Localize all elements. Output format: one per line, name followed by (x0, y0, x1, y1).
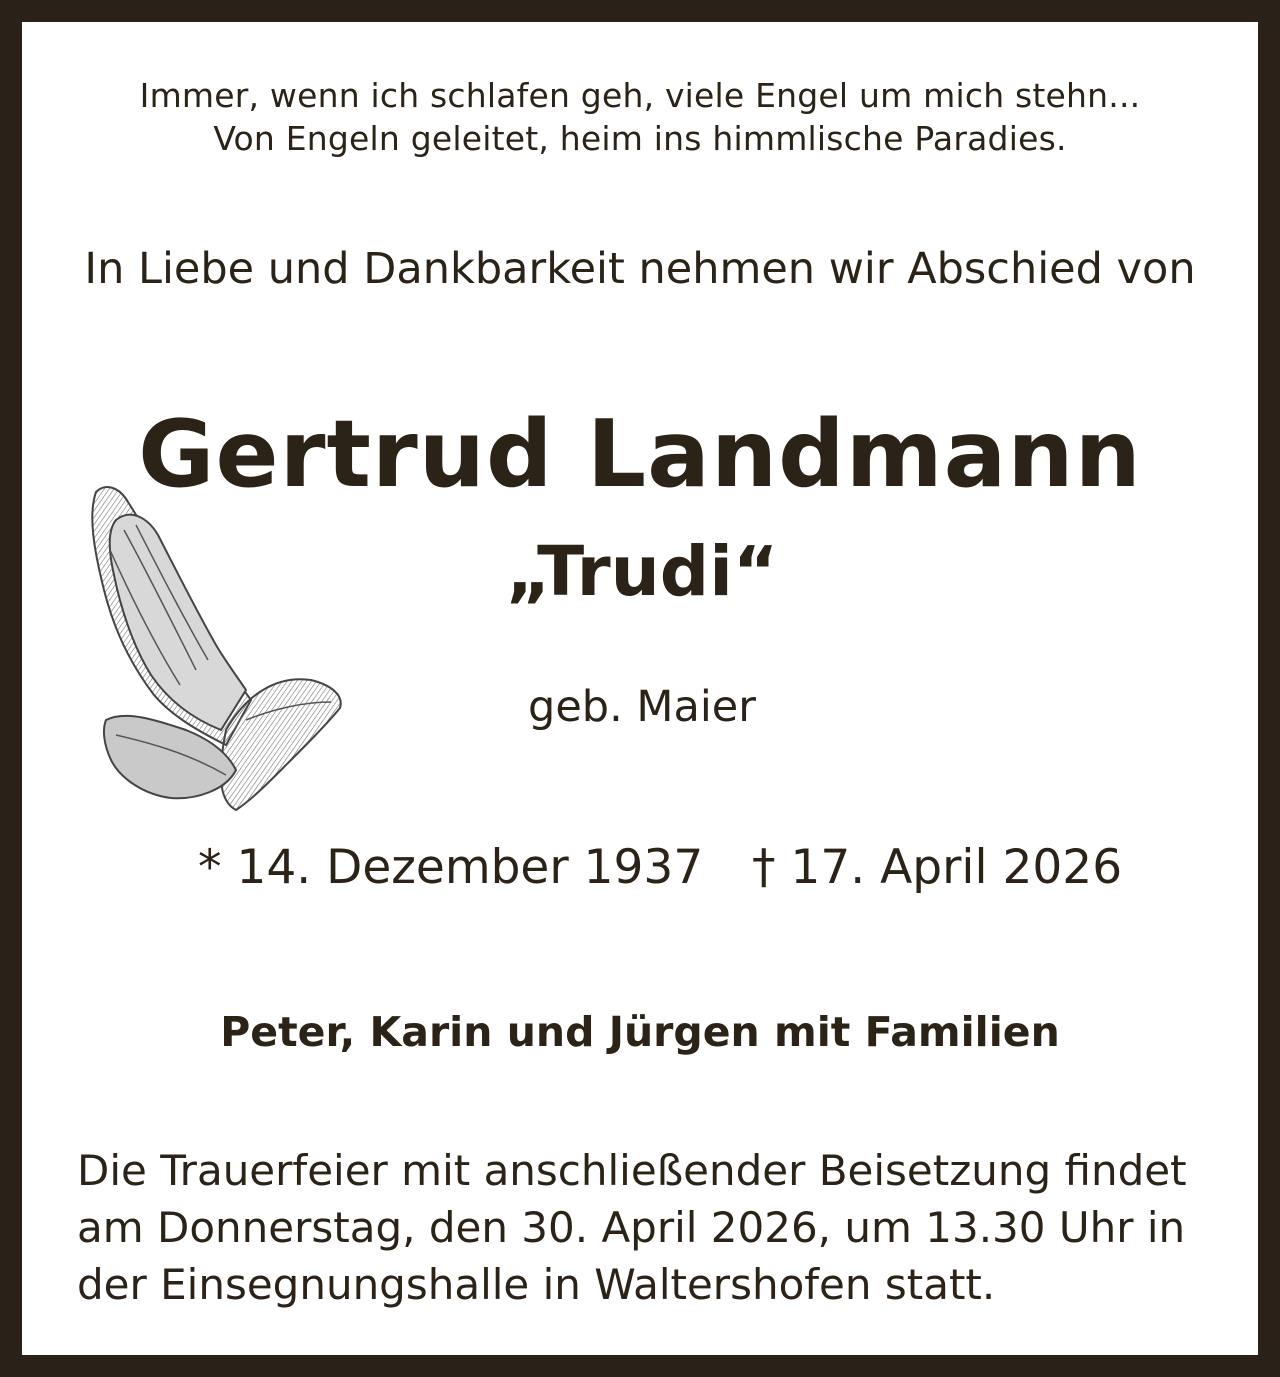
intro-text: In Liebe und Dankbarkeit nehmen wir Abschied von (84, 244, 1196, 294)
maiden-name: geb. Maier (528, 682, 756, 732)
funeral-notice (77, 1142, 1187, 1313)
poem-line-2: Von Engeln geleitet, heim ins himmlische Paradies. (213, 119, 1067, 158)
family-signature: Peter, Karin und Jürgen mit Familien (220, 1008, 1060, 1056)
praying-hands-icon (76, 480, 348, 820)
notice-line-1: Die Trauerfeier mit anschließender Beisetzung findet (77, 1146, 1187, 1195)
birth-date: * 14. Dezember 1937 (198, 840, 704, 895)
notice-line-3: der Einsegnungshalle in Waltershofen statt. (77, 1260, 996, 1309)
deceased-nickname: „Trudi“ (505, 532, 779, 612)
obituary-card (22, 22, 1258, 1355)
death-date: † 17. April 2026 (752, 840, 1123, 895)
poem (22, 74, 1258, 160)
notice-line-2: am Donnerstag, den 30. April 2026, um 13.30 Uhr in (77, 1203, 1186, 1252)
poem-line-1: Immer, wenn ich schlafen geh, viele Engel um mich stehn... (139, 76, 1141, 115)
deceased-name: Gertrud Landmann (138, 400, 1142, 508)
